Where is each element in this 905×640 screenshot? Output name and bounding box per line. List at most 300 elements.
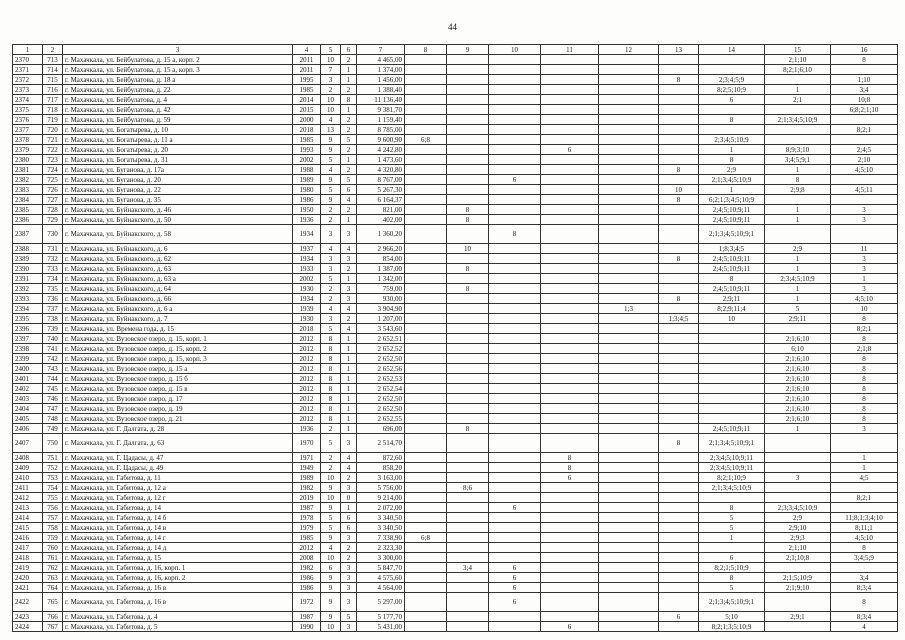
table-cell: 740 [43, 334, 63, 344]
table-cell: 8 [699, 274, 765, 284]
table-cell: 2;3;4;5;9 [699, 75, 765, 85]
table-cell: 8 [489, 225, 541, 244]
table-cell [659, 225, 699, 244]
table-cell: 1 [341, 75, 357, 85]
table-cell: 5 [321, 155, 341, 165]
table-cell [405, 553, 447, 563]
table-cell [405, 284, 447, 294]
table-cell [405, 324, 447, 334]
table-cell: 4;5;10 [831, 533, 898, 543]
table-cell: 8 [831, 394, 898, 404]
table-cell: 10;8 [831, 95, 898, 105]
table-cell [489, 473, 541, 483]
table-cell: 3 [831, 215, 898, 225]
table-cell [765, 225, 831, 244]
table-cell: 5 [321, 434, 341, 453]
table-cell: 728 [43, 205, 63, 215]
table-cell [405, 374, 447, 384]
table-cell [489, 384, 541, 394]
table-row [13, 135, 898, 145]
table-cell: 2390 [13, 264, 43, 274]
table-cell: 2;1;6;10 [765, 334, 831, 344]
table-cell: 2 [341, 264, 357, 274]
table-row [13, 404, 898, 414]
table-cell: 724 [43, 165, 63, 175]
table-cell [447, 374, 489, 384]
table-cell [489, 533, 541, 543]
table-cell: 2012 [293, 364, 321, 374]
table-cell: 8 [831, 55, 898, 65]
table-cell: 10 [321, 553, 341, 563]
table-cell: 753 [43, 473, 63, 483]
table-cell [447, 175, 489, 185]
table-cell: г. Махачкала, ул. Буганова, д. 17а [63, 165, 293, 175]
table-cell: 2 966,20 [357, 244, 405, 254]
table-cell: 727 [43, 195, 63, 205]
table-cell [699, 364, 765, 374]
table-cell [599, 424, 659, 434]
table-cell: 741 [43, 344, 63, 354]
table-cell: г. Махачкала, ул. Богатырева, д. 11 а [63, 135, 293, 145]
table-cell [599, 583, 659, 593]
table-cell [447, 334, 489, 344]
table-cell [489, 513, 541, 523]
table-cell: 4;5;10 [831, 165, 898, 175]
table-cell [405, 593, 447, 612]
table-cell: 6;10 [765, 344, 831, 354]
table-cell [405, 612, 447, 622]
table-cell: 9 [321, 175, 341, 185]
table-cell: 2;1;6;10 [765, 354, 831, 364]
table-cell: 1;10 [831, 75, 898, 85]
table-cell: 11;8;1;3;4;10 [831, 513, 898, 523]
table-cell: 9 [321, 195, 341, 205]
table-cell [599, 145, 659, 155]
table-cell: 1 [831, 274, 898, 284]
table-cell [405, 205, 447, 215]
table-cell [659, 145, 699, 155]
table-cell: 1 [341, 65, 357, 75]
table-cell: 2394 [13, 304, 43, 314]
table-row [13, 215, 898, 225]
table-cell: 1 [341, 424, 357, 434]
table-cell: 8 [831, 543, 898, 553]
table-cell: 746 [43, 394, 63, 404]
table-cell [447, 463, 489, 473]
table-cell [541, 85, 599, 95]
table-cell: 8 [831, 414, 898, 424]
table-cell [831, 563, 898, 573]
table-cell: 2 [341, 85, 357, 95]
table-cell [765, 593, 831, 612]
table-row [13, 593, 898, 612]
table-cell: 3 [341, 533, 357, 543]
table-row [13, 85, 898, 95]
column-header: 10 [489, 45, 541, 55]
table-cell [405, 125, 447, 135]
table-cell [659, 563, 699, 573]
table-cell [447, 95, 489, 105]
table-cell [599, 414, 659, 424]
table-cell: 5 297,00 [357, 593, 405, 612]
table-row [13, 105, 898, 115]
table-cell: 6 [489, 503, 541, 513]
table-cell [831, 135, 898, 145]
table-cell [699, 404, 765, 414]
table-cell: 2400 [13, 364, 43, 374]
table-cell: 10 [321, 473, 341, 483]
table-cell: 8;3;4 [831, 612, 898, 622]
table-cell: 2;9;1 [765, 612, 831, 622]
table-cell: г. Махачкала, ул. Буйнакского, д. 50 [63, 215, 293, 225]
table-cell: 2014 [293, 95, 321, 105]
table-cell [447, 254, 489, 264]
table-cell [447, 324, 489, 334]
table-cell: 10 [831, 304, 898, 314]
table-cell: 8 [831, 404, 898, 414]
table-cell: г. Махачкала, ул. Бейбулатова, д. 18 а [63, 75, 293, 85]
table-cell [447, 135, 489, 145]
table-cell: 2389 [13, 254, 43, 264]
table-cell [489, 324, 541, 334]
table-cell: 4 320,80 [357, 165, 405, 175]
table-cell: 2376 [13, 115, 43, 125]
table-cell [831, 175, 898, 185]
table-row [13, 354, 898, 364]
table-cell: 9 [321, 145, 341, 155]
table-cell: 2;1;3;4;5;10;9;1 [699, 434, 765, 453]
table-cell: 2;4;5;10;9;11 [699, 254, 765, 264]
table-cell: 5 847,70 [357, 563, 405, 573]
table-cell: г. Махачкала, ул. Буйнакского, д. 46 [63, 205, 293, 215]
table-cell [489, 453, 541, 463]
table-cell [699, 55, 765, 65]
table-cell: 734 [43, 274, 63, 284]
column-header: 4 [293, 45, 321, 55]
table-cell: 1949 [293, 463, 321, 473]
table-cell: 2;1;3;4;5;10;9;1 [699, 593, 765, 612]
table-cell: 10 [321, 493, 341, 503]
table-cell: г. Махачкала, ул. Вузовское озеро, д. 15, корп. 1 [63, 334, 293, 344]
table-cell: 1934 [293, 294, 321, 304]
table-cell [489, 523, 541, 533]
table-cell: 2;1;3;4;5;10;9 [699, 175, 765, 185]
table-cell: 1 [765, 205, 831, 215]
table-cell [405, 215, 447, 225]
table-cell [489, 165, 541, 175]
table-cell: 8 785,00 [357, 125, 405, 135]
table-cell: 5 [321, 324, 341, 334]
table-cell: 6;2;1;3;4;5;10;9 [699, 195, 765, 205]
table-cell: 1 159,40 [357, 115, 405, 125]
table-cell: 2424 [13, 622, 43, 632]
table-cell: 1 [341, 364, 357, 374]
table-cell [405, 563, 447, 573]
column-header: 3 [63, 45, 293, 55]
table-cell [541, 135, 599, 145]
table-cell: 2;4;5;10;9;11 [699, 424, 765, 434]
table-cell [599, 115, 659, 125]
table-cell: 1;3;4;5 [659, 314, 699, 324]
table-cell: 8 [321, 334, 341, 344]
table-cell [447, 404, 489, 414]
table-cell [405, 165, 447, 175]
table-cell [447, 294, 489, 304]
table-cell: 2 652,56 [357, 364, 405, 374]
table-cell: 2 [321, 205, 341, 215]
table-cell [599, 434, 659, 453]
table-cell [659, 493, 699, 503]
table-cell: г. Махачкала, ул. Габитова, д. 5 [63, 622, 293, 632]
table-cell [447, 195, 489, 205]
table-cell: 8 [765, 175, 831, 185]
table-cell [447, 225, 489, 244]
table-cell [659, 543, 699, 553]
table-cell: г. Махачкала, ул. Г. Далгата, д. 63 [63, 434, 293, 453]
table-cell: 2;9;11 [765, 314, 831, 324]
table-cell [765, 563, 831, 573]
table-cell: 3 163,00 [357, 473, 405, 483]
table-cell: 748 [43, 414, 63, 424]
table-cell: 2 [321, 85, 341, 95]
table-cell [489, 55, 541, 65]
table-cell: 2;1;9;10 [765, 583, 831, 593]
table-row [13, 304, 898, 314]
table-cell: 735 [43, 284, 63, 294]
table-cell [541, 105, 599, 115]
table-cell [405, 55, 447, 65]
table-cell: 4 [341, 244, 357, 254]
table-cell [659, 583, 699, 593]
table-cell: 8 [341, 95, 357, 105]
table-cell [659, 304, 699, 314]
table-cell [659, 135, 699, 145]
table-cell: 1985 [293, 533, 321, 543]
table-cell: 759,00 [357, 284, 405, 294]
table-cell: 930,00 [357, 294, 405, 304]
table-cell: 0 [341, 493, 357, 503]
table-cell: 8;2;1 [831, 324, 898, 334]
table-row [13, 165, 898, 175]
table-cell [405, 65, 447, 75]
table-body [13, 55, 898, 632]
table-cell: 8;2;1;3;5;10;9 [699, 622, 765, 632]
table-cell: 1986 [293, 583, 321, 593]
table-cell: 6 [489, 175, 541, 185]
table-cell: 2;4;5 [831, 145, 898, 155]
table-cell [599, 324, 659, 334]
table-cell: 1 [765, 254, 831, 264]
table-cell: 1995 [293, 75, 321, 85]
table-cell [405, 75, 447, 85]
table-row [13, 244, 898, 254]
table-cell: 737 [43, 304, 63, 314]
table-cell: 1982 [293, 483, 321, 493]
table-cell: 1;8;3;4;5 [699, 244, 765, 254]
table-cell: 3 [341, 225, 357, 244]
table-cell [599, 215, 659, 225]
table-cell [699, 354, 765, 364]
table-cell: 872,60 [357, 453, 405, 463]
table-cell [489, 483, 541, 493]
table-cell: 1 [831, 463, 898, 473]
table-cell: 3 [321, 225, 341, 244]
table-cell: 755 [43, 493, 63, 503]
table-cell: 6 [541, 145, 599, 155]
table-row [13, 493, 898, 503]
table-cell: 736 [43, 294, 63, 304]
table-cell: 2386 [13, 215, 43, 225]
table-cell: 751 [43, 453, 63, 463]
table-cell: 1 [765, 424, 831, 434]
table-cell [405, 424, 447, 434]
table-cell [405, 414, 447, 424]
table-cell: 2002 [293, 155, 321, 165]
table-cell: 2392 [13, 284, 43, 294]
table-cell [659, 125, 699, 135]
table-cell [541, 344, 599, 354]
table-cell: 5 [699, 523, 765, 533]
table-cell [541, 374, 599, 384]
table-cell: 2012 [293, 404, 321, 414]
table-cell [541, 414, 599, 424]
table-cell: 2404 [13, 404, 43, 414]
table-cell [765, 324, 831, 334]
table-row [13, 264, 898, 274]
table-cell: 4 [341, 324, 357, 334]
table-cell [447, 612, 489, 622]
table-cell: 2373 [13, 85, 43, 95]
table-cell [447, 583, 489, 593]
table-cell [489, 195, 541, 205]
table-cell [599, 155, 659, 165]
table-cell: 2 [341, 205, 357, 215]
table-cell: 2388 [13, 244, 43, 254]
table-cell: 757 [43, 513, 63, 523]
column-header: 14 [699, 45, 765, 55]
table-cell: 2417 [13, 543, 43, 553]
table-row [13, 274, 898, 284]
table-cell: 2;1;10;8 [765, 553, 831, 563]
table-cell: 9 [321, 612, 341, 622]
table-cell: 4;5 [831, 473, 898, 483]
table-cell: 2402 [13, 384, 43, 394]
table-cell: г. Махачкала, ул. Габитова, д. 16 в [63, 593, 293, 612]
table-cell: г. Махачкала, ул. Бейбулатова, д. 15 а, корп. 3 [63, 65, 293, 75]
table-cell [541, 553, 599, 563]
table-cell [541, 404, 599, 414]
table-cell: 762 [43, 563, 63, 573]
table-cell: 821,00 [357, 205, 405, 215]
table-cell: 2012 [293, 354, 321, 364]
table-cell [541, 215, 599, 225]
table-cell [765, 453, 831, 463]
table-cell: 3 [321, 264, 341, 274]
table-cell: 723 [43, 155, 63, 165]
table-cell [765, 483, 831, 493]
table-cell [489, 463, 541, 473]
table-cell [541, 264, 599, 274]
table-row [13, 622, 898, 632]
table-cell: 6 [699, 553, 765, 563]
table-cell [541, 125, 599, 135]
table-cell [699, 125, 765, 135]
table-row [13, 513, 898, 523]
table-cell: 2403 [13, 394, 43, 404]
table-cell [599, 394, 659, 404]
table-cell: 8 [831, 593, 898, 612]
table-cell: 1939 [293, 304, 321, 314]
table-cell: 1933 [293, 264, 321, 274]
table-cell: 3 [341, 563, 357, 573]
table-cell [659, 205, 699, 215]
table-cell [541, 274, 599, 284]
table-cell [489, 374, 541, 384]
table-cell [447, 85, 489, 95]
table-cell: 10 [659, 185, 699, 195]
table-cell: 8 [831, 354, 898, 364]
table-cell [831, 434, 898, 453]
table-cell: 1934 [293, 254, 321, 264]
table-cell: 4;5;10 [831, 294, 898, 304]
table-cell: 4 575,60 [357, 573, 405, 583]
table-cell [447, 165, 489, 175]
table-cell: 4 [321, 115, 341, 125]
table-cell [699, 384, 765, 394]
table-cell [541, 324, 599, 334]
table-cell [405, 483, 447, 493]
table-cell: г. Махачкала, ул. Буйнакского, д. 6 [63, 244, 293, 254]
table-cell [659, 453, 699, 463]
table-cell: г. Махачкала, ул. Бейбулатова, д. 4 [63, 95, 293, 105]
table-cell: 4 [341, 304, 357, 314]
table-cell: 1 [831, 453, 898, 463]
table-cell: 2;9;10 [765, 523, 831, 533]
table-row [13, 65, 898, 75]
table-cell: 2;3;4;5;10;9;11 [699, 453, 765, 463]
table-row [13, 523, 898, 533]
table-cell: 3 [831, 264, 898, 274]
table-cell: 2;1;6;10 [765, 394, 831, 404]
table-cell [659, 85, 699, 95]
table-cell [541, 254, 599, 264]
table-cell: 2 [321, 424, 341, 434]
table-row [13, 553, 898, 563]
table-cell [489, 334, 541, 344]
table-cell [447, 55, 489, 65]
table-cell [541, 583, 599, 593]
table-cell: 745 [43, 384, 63, 394]
table-row [13, 145, 898, 155]
table-cell [489, 215, 541, 225]
table-cell [489, 543, 541, 553]
column-header: 2 [43, 45, 63, 55]
table-cell: 5 [321, 513, 341, 523]
table-cell: 10 [321, 105, 341, 115]
table-cell [489, 75, 541, 85]
table-cell: 731 [43, 244, 63, 254]
table-row [13, 612, 898, 622]
table-cell [405, 573, 447, 583]
table-cell [447, 513, 489, 523]
table-cell: 3 [321, 75, 341, 85]
table-cell: г. Махачкала, ул. Габитова, д. 16 в [63, 583, 293, 593]
table-cell [489, 354, 541, 364]
table-cell [599, 274, 659, 284]
table-cell: 726 [43, 185, 63, 195]
table-cell: 8;2;9;11;4 [699, 304, 765, 314]
table-cell: г. Махачкала, ул. Бейбулатова, д. 42 [63, 105, 293, 115]
